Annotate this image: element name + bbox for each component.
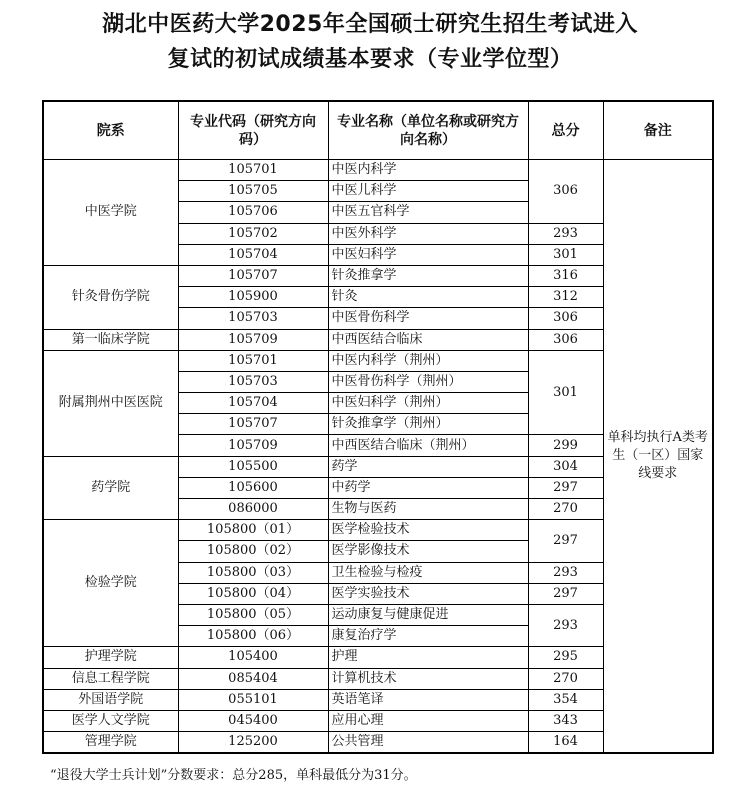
code-cell: 105800（03） — [178, 562, 328, 583]
name-cell: 生物与医药 — [328, 499, 528, 520]
code-cell: 105705 — [178, 181, 328, 202]
code-cell: 045400 — [178, 710, 328, 731]
name-cell: 医学实验技术 — [328, 583, 528, 604]
dept-cell: 附属荆州中医医院 — [43, 350, 178, 456]
dept-cell: 护理学院 — [43, 647, 178, 668]
score-cell: 270 — [528, 668, 603, 689]
score-cell: 301 — [528, 244, 603, 265]
name-cell: 运动康复与健康促进 — [328, 604, 528, 625]
dept-cell: 外国语学院 — [43, 689, 178, 710]
score-cell: 293 — [528, 562, 603, 583]
code-cell: 125200 — [178, 732, 328, 754]
name-cell: 中医骨伤科学（荆州） — [328, 371, 528, 392]
name-cell: 医学影像技术 — [328, 541, 528, 562]
dept-cell: 中医学院 — [43, 160, 178, 266]
name-cell: 中西医结合临床 — [328, 329, 528, 350]
name-cell: 针灸 — [328, 287, 528, 308]
name-cell: 中医骨伤科学 — [328, 308, 528, 329]
code-cell: 105703 — [178, 371, 328, 392]
name-cell: 药学 — [328, 456, 528, 477]
header-dept: 院系 — [43, 101, 178, 160]
code-cell: 105702 — [178, 223, 328, 244]
score-cell: 343 — [528, 710, 603, 731]
name-cell: 中医内科学（荆州） — [328, 350, 528, 371]
score-cell: 354 — [528, 689, 603, 710]
name-cell: 针灸推拿学 — [328, 265, 528, 286]
score-cell: 297 — [528, 477, 603, 498]
dept-cell: 第一临床学院 — [43, 329, 178, 350]
name-cell: 中西医结合临床（荆州） — [328, 435, 528, 456]
score-cell: 316 — [528, 265, 603, 286]
header-name: 专业名称（单位名称或研究方向名称） — [328, 101, 528, 160]
name-cell: 中医儿科学 — [328, 181, 528, 202]
code-cell: 105900 — [178, 287, 328, 308]
score-cell: 299 — [528, 435, 603, 456]
code-cell: 105701 — [178, 160, 328, 181]
name-cell: 公共管理 — [328, 732, 528, 754]
table-row — [43, 160, 713, 181]
page-title-line-1: 湖北中医药大学2025年全国硕士研究生招生考试进入 — [102, 12, 638, 37]
footnote: “退役大学士兵计划”分数要求：总分285，单科最低分为31分。 — [50, 768, 417, 783]
code-cell: 105500 — [178, 456, 328, 477]
name-cell: 中药学 — [328, 477, 528, 498]
code-cell: 105707 — [178, 414, 328, 435]
code-cell: 105703 — [178, 308, 328, 329]
code-cell: 086000 — [178, 499, 328, 520]
dept-cell: 针灸骨伤学院 — [43, 265, 178, 329]
name-cell: 医学检验技术 — [328, 520, 528, 541]
score-cell: 295 — [528, 647, 603, 668]
page-title-line-2: 复试的初试成绩基本要求（专业学位型） — [167, 47, 573, 72]
name-cell: 护理 — [328, 647, 528, 668]
code-cell: 105709 — [178, 435, 328, 456]
name-cell: 应用心理 — [328, 710, 528, 731]
code-cell: 105800（01） — [178, 520, 328, 541]
name-cell: 中医外科学 — [328, 223, 528, 244]
dept-cell: 检验学院 — [43, 520, 178, 647]
name-cell: 针灸推拿学（荆州） — [328, 414, 528, 435]
code-cell: 105800（06） — [178, 626, 328, 647]
note-cell: 单科均执行A类考生（一区）国家线要求 — [603, 160, 713, 754]
score-cell: 270 — [528, 499, 603, 520]
header-note: 备注 — [603, 101, 713, 160]
code-cell: 105706 — [178, 202, 328, 223]
name-cell: 中医五官科学 — [328, 202, 528, 223]
score-cell: 306 — [528, 329, 603, 350]
code-cell: 085404 — [178, 668, 328, 689]
name-cell: 中医妇科学 — [328, 244, 528, 265]
name-cell: 中医内科学 — [328, 160, 528, 181]
score-cell: 306 — [528, 308, 603, 329]
score-cell: 301 — [528, 350, 603, 435]
code-cell: 105400 — [178, 647, 328, 668]
header-score: 总分 — [528, 101, 603, 160]
dept-cell: 信息工程学院 — [43, 668, 178, 689]
score-cell: 312 — [528, 287, 603, 308]
code-cell: 105800（05） — [178, 604, 328, 625]
code-cell: 105800（04） — [178, 583, 328, 604]
code-cell: 105800（02） — [178, 541, 328, 562]
name-cell: 英语笔译 — [328, 689, 528, 710]
score-requirements-table — [42, 100, 714, 754]
code-cell: 105701 — [178, 350, 328, 371]
score-cell: 304 — [528, 456, 603, 477]
dept-cell: 医学人文学院 — [43, 710, 178, 731]
score-cell: 164 — [528, 732, 603, 754]
name-cell: 中医妇科学（荆州） — [328, 393, 528, 414]
code-cell: 105707 — [178, 265, 328, 286]
dept-cell: 管理学院 — [43, 732, 178, 754]
header-code: 专业代码（研究方向码） — [178, 101, 328, 160]
score-cell: 297 — [528, 520, 603, 562]
code-cell: 105704 — [178, 244, 328, 265]
dept-cell: 药学院 — [43, 456, 178, 520]
score-cell: 297 — [528, 583, 603, 604]
code-cell: 055101 — [178, 689, 328, 710]
code-cell: 105600 — [178, 477, 328, 498]
code-cell: 105709 — [178, 329, 328, 350]
table-header-row — [43, 101, 713, 160]
score-cell: 293 — [528, 223, 603, 244]
name-cell: 康复治疗学 — [328, 626, 528, 647]
score-cell: 306 — [528, 160, 603, 224]
code-cell: 105704 — [178, 393, 328, 414]
name-cell: 计算机技术 — [328, 668, 528, 689]
name-cell: 卫生检验与检疫 — [328, 562, 528, 583]
score-cell: 293 — [528, 604, 603, 646]
